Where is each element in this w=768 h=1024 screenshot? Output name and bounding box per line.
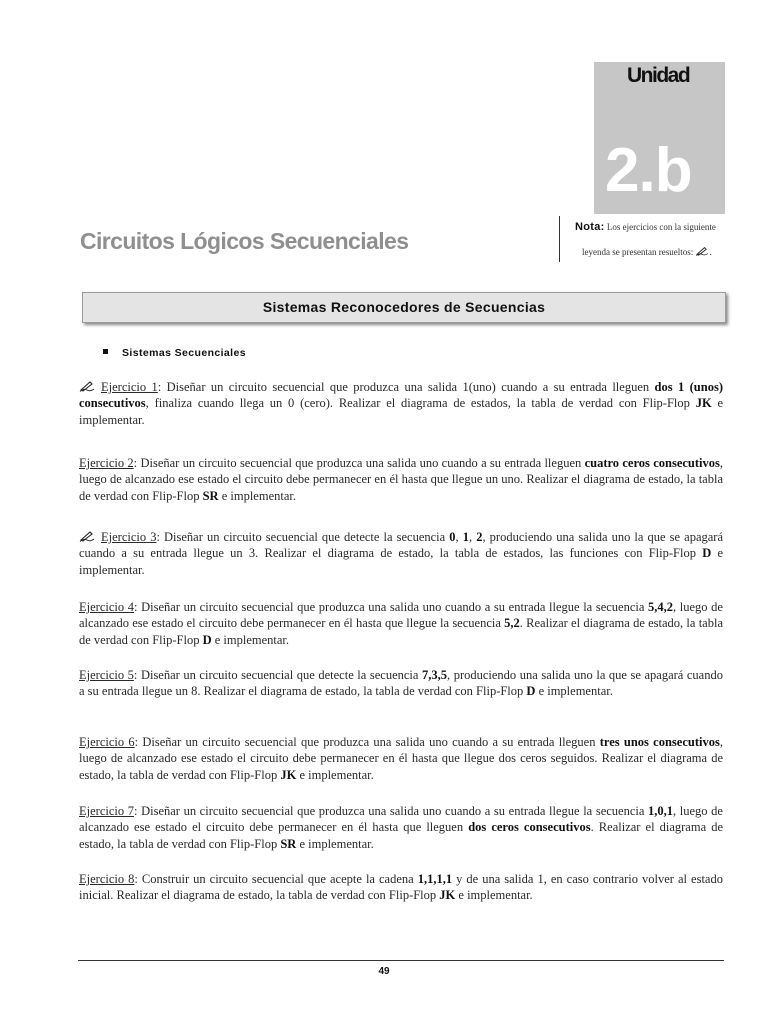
exercise-emphasis: 5,2 — [504, 616, 520, 631]
exercise-emphasis: tres unos consecutivos — [599, 735, 720, 749]
exercise-text: e implementar. — [79, 396, 723, 427]
exercise-emphasis: 7,3,5 — [422, 668, 448, 682]
exercise-text: , — [455, 530, 463, 544]
exercise-text: y de una salida 1, en caso contrario volver al estado inicial. Realizar el diagrama de estado, la tabla de verdad con Flip-Flop — [79, 872, 723, 903]
exercise-text: : Diseñar un circuito secuencial que detecte la secuencia — [133, 668, 423, 682]
exercise-5 — [79, 667, 723, 700]
pencil-writing-icon — [695, 246, 712, 257]
exercise-text: e implementar. — [455, 888, 533, 903]
exercise-label: Ejercicio 2 — [79, 456, 134, 470]
exercise-text: e implementar. — [535, 684, 613, 699]
exercise-8 — [79, 871, 723, 904]
exercise-label: Ejercicio 8 — [79, 872, 135, 886]
exercise-1 — [79, 379, 723, 428]
pencil-writing-icon — [79, 380, 95, 392]
exercise-2 — [79, 455, 723, 504]
note-text-2: leyenda se presentan resueltos: — [582, 247, 694, 257]
exercise-emphasis: 5,4,2 — [648, 600, 674, 614]
note-line1 — [575, 221, 755, 233]
exercise-emphasis: 1,1,1,1 — [417, 872, 453, 886]
square-bullet-icon — [103, 349, 108, 354]
exercise-emphasis: 1,0,1 — [648, 804, 674, 818]
exercise-text: e implementar. — [296, 836, 374, 851]
exercise-text: , produciendo una salida uno la que se apagará cuando a su entrada llegue un 3. Realizar el diagrama de estado, la tabla de estados, las funciones con Flip-Flop — [79, 530, 724, 561]
section-banner: Sistemas Reconocedores de Secuencias — [82, 292, 726, 323]
exercise-text: , finaliza cuando llega un 0 (cero). Realizar el diagrama de estados, la tabla de verdad con Flip-Flop — [145, 396, 696, 411]
exercise-text: : Diseñar un circuito secuencial que produzca una salida uno cuando a su entrada lleguen — [134, 735, 600, 749]
exercise-emphasis: dos ceros consecutivos — [468, 820, 591, 835]
exercise-emphasis: 0 — [449, 530, 456, 544]
note-divider — [559, 216, 560, 262]
note-label: Nota: — [575, 221, 605, 233]
exercise-emphasis: SR — [280, 836, 297, 851]
exercise-label: Ejercicio 4 — [79, 600, 134, 614]
exercise-emphasis: 2 — [476, 530, 483, 544]
note-text-1: Los ejercicios con la siguiente — [606, 222, 716, 232]
exercise-emphasis: cuatro ceros consecutivos — [584, 456, 720, 470]
exercise-text: , — [469, 530, 477, 544]
exercise-emphasis: D — [526, 684, 536, 699]
note-end: . — [709, 247, 712, 257]
exercise-emphasis: JK — [280, 767, 297, 782]
exercise-emphasis: 1 — [462, 530, 469, 544]
exercise-text: : Diseñar un circuito secuencial que produzca una salida 1(uno) cuando a su entrada lleguen — [157, 380, 655, 394]
exercise-text: , produciendo una salida uno la que se apagará cuando a su entrada llegue un 8. Realizar el diagrama de estado, la tabla de verdad con Flip-Flop — [79, 668, 723, 699]
note-line2 — [582, 246, 762, 257]
exercise-text: , luego de alcanzado ese estado el circuito debe permanecer en él hasta que lleguen — [79, 804, 723, 835]
exercise-7 — [79, 803, 723, 852]
page-title: Circuitos Lógicos Secuenciales — [80, 228, 409, 254]
bullet-sistemas-secuenciales — [103, 347, 246, 359]
exercise-text: e implementar. — [79, 546, 723, 577]
unit-number: 2.b — [605, 136, 692, 205]
exercise-text: , luego de alcanzado ese estado el circuito debe permanecer en él hasta que llegue dos ceros seguidos. Realizar el diagrama de estado, la tabla de verdad con Flip-Flop — [79, 735, 723, 782]
exercise-emphasis: dos 1 (unos) consecutivos — [79, 380, 723, 411]
exercise-label: Ejercicio 6 — [79, 735, 135, 749]
exercise-text: . Realizar el diagrama de estado, la tabla de verdad con Flip-Flop — [79, 820, 723, 851]
exercise-emphasis: SR — [202, 488, 219, 503]
footer-rule — [78, 960, 724, 961]
unit-label: Unidad — [627, 64, 690, 87]
exercise-text: : Diseñar un circuito secuencial que detecte la secuencia — [156, 530, 450, 544]
exercise-emphasis: JK — [439, 888, 456, 903]
exercise-text: e implementar. — [211, 632, 290, 647]
exercise-text: . Realizar el diagrama de estado, la tabla de verdad con Flip-Flop — [79, 616, 723, 647]
exercise-emphasis: D — [202, 632, 212, 647]
page-number: 49 — [378, 966, 390, 977]
exercise-text: e implementar. — [218, 488, 296, 503]
exercise-text: , luego de alcanzado ese estado el circuito debe permanecer en él hasta que llegue un uno. Realizar el diagrama de estado, la tabla de verdad con Flip-Flop — [79, 456, 723, 503]
exercise-text: e implementar. — [296, 767, 374, 782]
exercise-3 — [79, 529, 723, 578]
exercise-text: : Diseñar un circuito secuencial que produzca una salida uno cuando a su entrada llegue la secuencia — [133, 600, 649, 614]
bullet-label: Sistemas Secuenciales — [122, 347, 246, 359]
exercise-label: Ejercicio 5 — [79, 668, 134, 682]
exercise-label: Ejercicio 7 — [79, 804, 134, 818]
exercise-text: , luego de alcanzado ese estado el circuito debe permanecer en él hasta que llegue la secuencia — [79, 600, 723, 631]
exercise-text: : Diseñar un circuito secuencial que produzca una salida uno cuando a su entrada lleguen — [133, 456, 585, 470]
exercise-text: : Diseñar un circuito secuencial que produzca una salida uno cuando a su entrada llegue la secuencia — [133, 804, 649, 818]
exercise-label: Ejercicio 3 — [101, 530, 157, 544]
exercise-emphasis: JK — [695, 396, 712, 411]
exercise-label: Ejercicio 1 — [101, 380, 158, 394]
pencil-writing-icon — [79, 530, 95, 542]
exercise-text: : Construir un circuito secuencial que acepte la cadena — [134, 872, 418, 886]
exercise-4 — [79, 599, 723, 648]
exercise-6 — [79, 734, 723, 783]
exercise-emphasis: D — [702, 546, 712, 561]
